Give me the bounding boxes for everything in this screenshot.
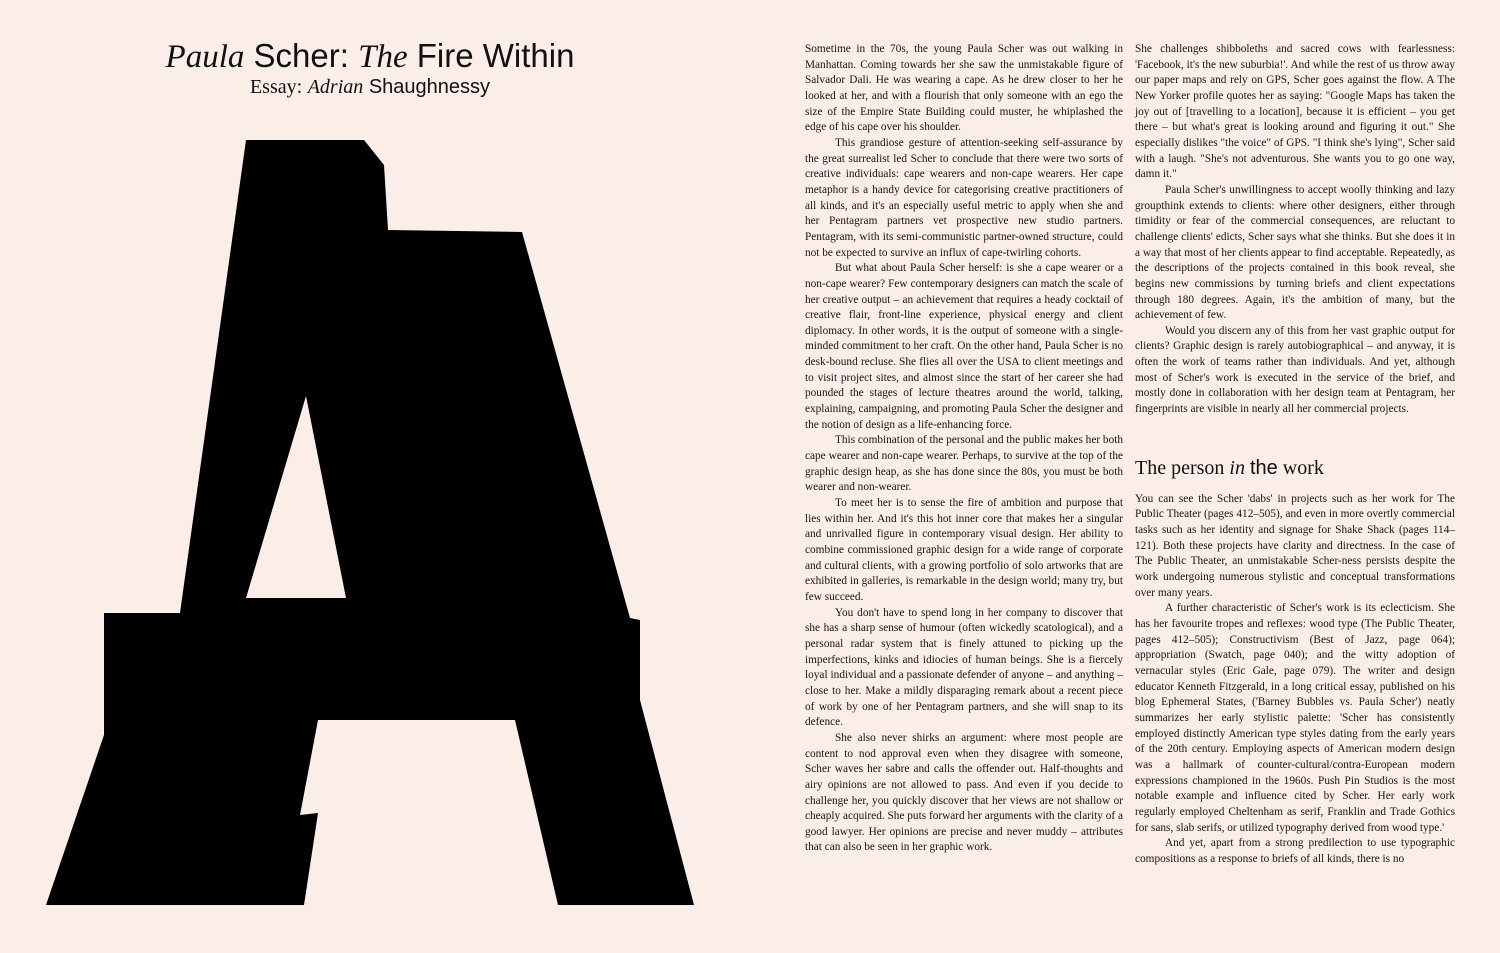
text-column-1: [805, 42, 1123, 856]
heading-part-in: in: [1229, 456, 1245, 479]
section-heading: [1135, 456, 1455, 480]
paragraph: And yet, apart from a strong predilection to use typographic compositions as a response to briefs of all kinds, there is no: [1135, 837, 1455, 865]
paragraph: This combination of the personal and the public makes her both cape wearer and non-cape wearer. Perhaps, to survive at the top of the graphic design heap, as she has done since the 80s, you must be both wearer and non-wearer.: [805, 434, 1123, 494]
paragraph: This grandiose gesture of attention-seeking self-assurance by the great surrealist led Scher to conclude that there were two sorts of creative individuals: cape wearers and non-cape wearers. Her cape metaphor is a handy device for categorising creative practitioners of all kinds, and it's an especially useful metric to apply when she and her Pentagram partners vet prospective new studio partners. Pentagram, with its semi-communistic partner-owned structure, could not be expected to survive an influx of cape-twirling cohorts.: [805, 136, 1123, 259]
essay-title: [140, 36, 600, 77]
paragraph: But what about Paula Scher herself: is she a cape wearer or a non-cape wearer? Few contemporary designers can match the scale of her creative output – an achievement that requires a heady cocktail of creative flair, front-line experience, physical energy and client diplomacy. In other words, it is the output of someone with a single-minded commitment to her craft. On the other hand, Paula Scher is no desk-bound recluse. She flies all over the USA to client meetings and to visit project sites, and almost since the start of her career she had pounded the stages of lecture theatres around the world, talking, explaining, campaigning, and promoting Paula Scher the designer and the notion of design as a life-enhancing force.: [805, 262, 1123, 431]
paragraph: She also never shirks an argument: where most people are content to nod approval even when they disagree with someone, Scher waves her sabre and calls the offender out. Half-thoughts and airy opinions are not allowed to pass. And even if you decide to challenge her, you quickly discover that her views are not shallow or cheaply acquired. She puts forward her arguments with the clarity of a good lawyer. Her opinions are precise and never muddy – attributes that can also be seen in her graphic work.: [805, 731, 1123, 854]
heading-part-work: work: [1282, 456, 1324, 479]
letter-a-shape: [46, 140, 694, 905]
text-column-2: [1135, 42, 1455, 868]
title-part-the: The: [358, 39, 408, 75]
author-label: Essay:: [249, 76, 303, 98]
paragraph: A further characteristic of Scher's work is its eclecticism. She has her favourite tropes and reflexes: wood type (The Public Theater, pages 412–505); Constructivism (Best of Jazz, page 064); appropriation (Swatch, page 040); and the witty adoption of vernacular styles (Eric Gale, page 079). The writer and design educator Kenneth Fitzgerald, in a long critical essay, published on his blog Ephemeral States, ('Barney Bubbles vs. Paula Scher') neatly summarizes her early stylistic palette: 'Scher has consistently employed distinctly American type styles dating from the early years of the 20th century. Employing aspects of American modern design was a hallmark of counter-cultural/contra-European modern expressions championed in the 1960s. Push Pin Studios is the most notable example and influence cited by Scher. Her early work regularly employed Cheltenham as serif, Franklin and Trade Gothics for sans, slab serifs, or utilized typography derived from wood type.': [1135, 602, 1455, 834]
paragraph: Would you discern any of this from her vast graphic output for clients? Graphic design is rarely autobiographical – and anyway, it is often the work of teams rather than individuals. And yet, although most of Scher's work is executed in the service of the brief, and mostly done in collaboration with her design team at Pentagram, her fingerprints are visible in nearly all her commercial projects.: [1135, 324, 1455, 416]
title-part-paula: Paula: [165, 39, 245, 75]
paragraph: Sometime in the 70s, the young Paula Scher was out walking in Manhattan. Coming towards her she saw the unmistakable figure of Salvador Dali. He was wearing a cape. As he drew closer to her he looked at her, and with a flourish that only someone with an ego the size of the Empire State Building could muster, he whiplashed the edge of his cape over his shoulder.: [805, 43, 1123, 134]
title-part-scher: Scher:: [253, 37, 349, 74]
paragraph: Paula Scher's unwillingness to accept woolly thinking and lazy groupthink extends to clients: where other designers, either through timidity or fear of the commercial consequences, are reluctant to challenge clients' edicts, Scher says what she thinks. But she does it in a way that most of her clients appear to find acceptable. Repeatedly, as the descriptions of the projects contained in this book reveal, she begins new commissions by turning briefs and client expectations through 180 degrees. Again, it's the ambition of many, but the achievement of few.: [1135, 183, 1455, 322]
paragraph: She challenges shibboleths and sacred cows with fearlessness: 'Facebook, it's the new suburbia!'. And while the rest of us throw away our paper maps and rely on GPS, Scher goes against the flow. A The New Yorker profile quotes her as saying: "Google Maps has taken the joy out of [travelling to a location], because it is efficient – you get there – but what's great is looking around and figuring it out." She especially dislikes "the voice" of GPS. "I think she's lying", Scher said with a laugh. "She's not adventurous. She wants you to go one way, damn it.": [1135, 43, 1455, 181]
heading-part-the-person: The person: [1135, 456, 1225, 479]
heading-part-the: the: [1249, 456, 1278, 479]
paragraph: You can see the Scher 'dabs' in projects such as her work for The Public Theater (pages 412–505), and even in more overtly commercial tasks such as her identity and signage for Shake Shack (pages 114–121). Both these projects have clarity and directness. In the case of The Public Theater, an unmistakable Scher-ness persists despite the work undergoing numerous stylistic and conceptual transformations over many years.: [1135, 492, 1455, 599]
paragraph: You don't have to spend long in her company to discover that she has a sharp sense of humour (often wickedly scatological), and a personal radar system that is finely attuned to picking up the imperfections, kinks and idiocies of human beings. She is a fiercely loyal individual and a passionate defender of anyone – and anything – close to her. Make a mildly disparaging remark about a recent piece of work by one of her Pentagram partners, and she will snap to its defence.: [805, 606, 1123, 729]
author-first-name: Adrian: [307, 76, 364, 98]
essay-author: [140, 76, 600, 98]
author-last-name: Shaughnessy: [368, 76, 491, 98]
title-part-fire-within: Fire Within: [416, 37, 575, 74]
paragraph: To meet her is to sense the fire of ambition and purpose that lies within her. And it's this hot inner core that makes her a singular and unrivalled figure in contemporary visual design. Her ability to combine commissioned graphic design for a wide range of corporate and cultural clients, with a growing portfolio of solo artworks that are exhibited in galleries, is remarkable in the design world; many try, but few succeed.: [805, 497, 1123, 603]
